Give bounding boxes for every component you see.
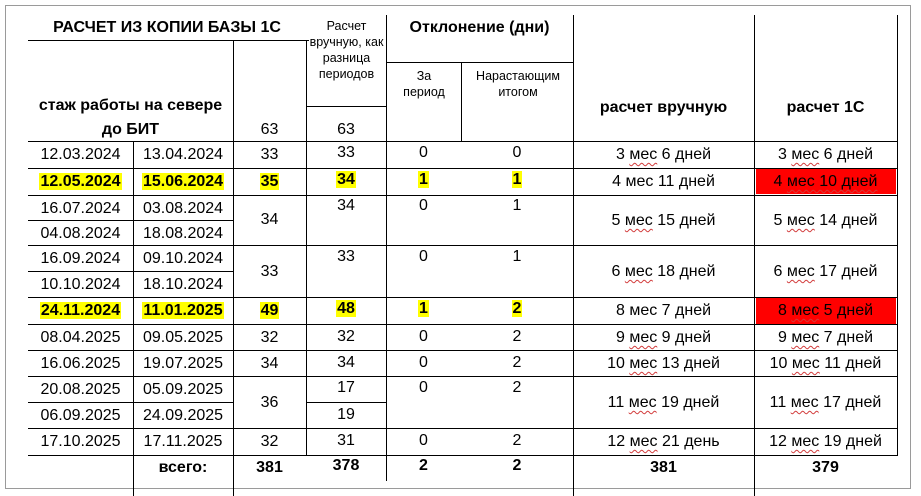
manual-days: 48 <box>337 300 355 317</box>
manual-calc-header: Расчет вручную, как разница периодов <box>309 19 384 81</box>
deviation-cumulative: 2 <box>512 354 522 371</box>
total-calc-1c: 379 <box>812 459 839 476</box>
period-start: 04.08.2024 <box>40 225 121 242</box>
period-end: 18.10.2024 <box>142 276 224 293</box>
deviation-cumulative: 1 <box>512 197 522 214</box>
stazh-label: стаж работы на севере <box>38 97 223 114</box>
period-end: 09.10.2024 <box>142 250 224 267</box>
rule <box>28 428 898 429</box>
period-days: 49 <box>260 302 279 319</box>
result-1c: 11 мес 17 дней <box>769 394 882 411</box>
deviation-period: 1 <box>419 300 428 317</box>
deviation-cumulative: 1 <box>512 171 522 188</box>
deviation-period: 0 <box>419 197 428 214</box>
per-period-header: За период <box>403 69 445 99</box>
stazh-value: 63 <box>260 121 279 138</box>
rule <box>28 40 309 41</box>
manual-days: 33 <box>337 248 355 265</box>
period-start: 06.09.2025 <box>40 407 121 424</box>
rule <box>28 271 234 272</box>
calc-1c-header: расчет 1С <box>786 99 865 116</box>
period-start: 17.10.2025 <box>40 433 121 450</box>
manual-days: 32 <box>337 328 355 345</box>
period-days: 34 <box>260 211 279 228</box>
manual-days: 34 <box>337 171 355 188</box>
manual-days: 33 <box>337 144 355 161</box>
period-end: 03.08.2024 <box>142 200 224 217</box>
total-days: 381 <box>256 459 283 476</box>
total-cumulative: 2 <box>512 457 522 474</box>
rule <box>28 324 898 325</box>
period-start: 08.04.2025 <box>40 329 121 346</box>
result-manual: 4 мес 11 дней <box>612 173 715 190</box>
period-days: 32 <box>260 433 279 450</box>
period-days: 33 <box>260 146 279 163</box>
result-manual: 11 мес 19 дней <box>607 394 720 411</box>
result-manual: 6 мес 18 дней <box>611 263 716 280</box>
rule <box>28 402 234 403</box>
period-end: 13.04.2024 <box>142 146 224 163</box>
result-manual: 8 мес 7 дней <box>615 302 712 319</box>
manual-days: 17 <box>337 379 355 396</box>
period-days: 35 <box>260 173 279 190</box>
deviation-header: Отклонение (дни) <box>409 19 550 36</box>
period-days: 32 <box>260 329 279 346</box>
deviation-period: 0 <box>419 248 428 265</box>
period-end: 09.05.2025 <box>142 329 224 346</box>
manual-days: 31 <box>337 432 355 449</box>
deviation-cumulative: 1 <box>512 248 522 265</box>
period-end: 15.06.2024 <box>142 173 224 190</box>
deviation-period: 0 <box>419 432 428 449</box>
result-manual: 3 мес 6 дней <box>615 146 712 163</box>
rule <box>573 15 574 496</box>
rule <box>897 15 898 456</box>
deviation-cumulative: 2 <box>512 379 522 396</box>
deviation-cumulative: 0 <box>512 144 522 161</box>
rule <box>28 168 898 169</box>
rule <box>386 62 573 63</box>
deviation-period: 1 <box>419 171 428 188</box>
result-manual: 5 мес 15 дней <box>611 212 716 229</box>
rule <box>28 220 234 221</box>
period-end: 18.08.2024 <box>142 225 224 242</box>
manual-days: 19 <box>337 406 355 423</box>
deviation-cumulative: 2 <box>512 432 522 449</box>
period-start: 16.07.2024 <box>40 200 121 217</box>
total-calc-manual: 381 <box>650 459 677 476</box>
result-1c: 4 мес 10 дней <box>773 173 878 190</box>
result-1c: 9 мес 7 дней <box>777 329 874 346</box>
rule <box>28 245 898 246</box>
manual-days: 34 <box>337 354 355 371</box>
result-1c: 5 мес 14 дней <box>773 212 878 229</box>
result-1c: 12 мес 19 дней <box>769 433 882 450</box>
rule <box>28 141 898 142</box>
total-label: всего: <box>158 459 208 476</box>
rule <box>754 15 755 496</box>
result-1c: 3 мес 6 дней <box>777 146 874 163</box>
deviation-cumulative: 2 <box>512 300 522 317</box>
period-days: 34 <box>260 355 279 372</box>
manual-days: 34 <box>337 197 355 214</box>
rule <box>28 376 898 377</box>
period-end: 19.07.2025 <box>142 355 224 372</box>
rule <box>306 402 387 403</box>
deviation-period: 0 <box>419 144 428 161</box>
period-start: 12.03.2024 <box>40 146 121 163</box>
rule <box>306 106 387 107</box>
period-start: 10.10.2024 <box>40 276 121 293</box>
period-start: 24.11.2024 <box>40 302 121 319</box>
total-deviation: 2 <box>419 457 428 474</box>
period-start: 20.08.2025 <box>40 381 121 398</box>
rule <box>28 297 898 298</box>
total-manual: 378 <box>332 457 360 474</box>
rule <box>28 350 898 351</box>
result-1c: 8 мес 5 дней <box>777 302 874 319</box>
period-days: 33 <box>260 263 279 280</box>
result-manual: 10 мес 13 дней <box>607 355 720 372</box>
period-days: 36 <box>260 394 279 411</box>
deviation-period: 0 <box>419 354 428 371</box>
stazh-label-2: до БИТ <box>101 121 160 138</box>
calc-manual-header: расчет вручную <box>599 99 728 116</box>
table-title: РАСЧЕТ ИЗ КОПИИ БАЗЫ 1С <box>53 19 281 36</box>
period-end: 24.09.2025 <box>142 407 224 424</box>
deviation-cumulative: 2 <box>512 328 522 345</box>
result-1c: 10 мес 11 дней <box>769 355 882 372</box>
result-manual: 9 мес 9 дней <box>615 329 712 346</box>
manual-calc-value: 63 <box>337 121 355 138</box>
period-end: 11.01.2025 <box>143 302 223 319</box>
period-start: 16.06.2025 <box>40 355 121 372</box>
period-end: 05.09.2025 <box>142 381 224 398</box>
deviation-period: 0 <box>419 328 428 345</box>
result-1c: 6 мес 17 дней <box>773 263 878 280</box>
period-start: 12.05.2024 <box>40 173 121 190</box>
result-manual: 12 мес 21 день <box>607 433 720 450</box>
deviation-period: 0 <box>419 379 428 396</box>
cumulative-header: Нарастающим итогом <box>476 69 560 99</box>
rule <box>461 62 462 142</box>
period-start: 16.09.2024 <box>40 250 121 267</box>
period-end: 17.11.2025 <box>143 433 223 450</box>
